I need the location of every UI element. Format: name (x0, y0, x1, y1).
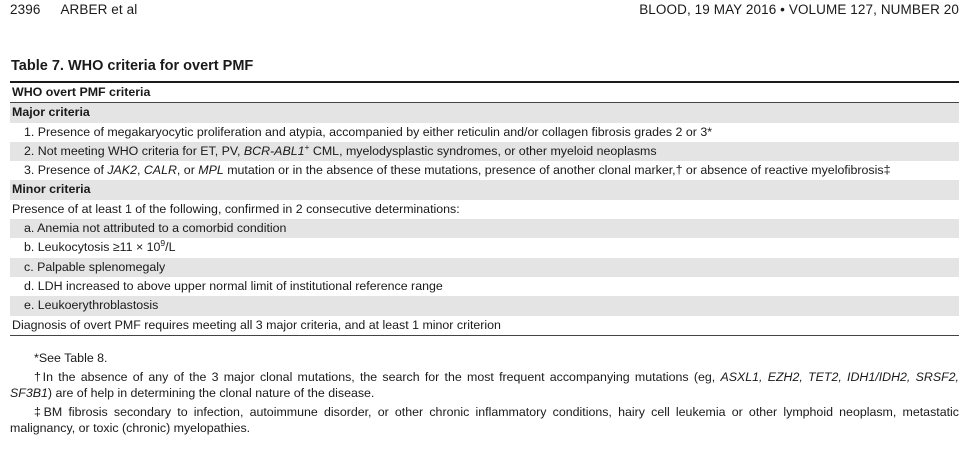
major-criterion-3: 3. Presence of JAK2, CALR, or MPL mutation or in the absence of these mutations, presence of another clonal marker,† or absence of reactive myelofibrosis‡ (24, 163, 891, 178)
diagnosis-statement: Diagnosis of overt PMF requires meeting all 3 major criteria, and at least 1 minor criterion (12, 317, 501, 332)
footnote-double-dagger: ‡BM fibrosis secondary to infection, autoimmune disorder, or other chronic inflammatory conditions, hairy cell leukemia or other lymphoid neoplasm, metastatic malignancy, or toxic (chronic) myelopathies. (10, 404, 959, 436)
minor-criterion-d: d. LDH increased to above upper normal limit of institutional reference range (24, 278, 443, 293)
table-title: Table 7. WHO criteria for overt PMF (11, 58, 254, 74)
table-column-header: WHO overt PMF criteria (12, 85, 151, 99)
footnote-star: *See Table 8. (34, 351, 108, 365)
header-rule (10, 102, 959, 103)
criteria-table (10, 83, 959, 336)
major-criteria-heading: Major criteria (10, 103, 959, 122)
minor-criterion-e: e. Leukoerythroblastosis (10, 296, 959, 315)
running-header (10, 2, 959, 20)
author-line: ARBER et al (60, 2, 138, 17)
table-bottom-rule (10, 335, 959, 336)
footnote-dagger: †In the absence of any of the 3 major clonal mutations, the search for the most frequent accompanying mutations (eg, ASXL1, EZH2, TET2, IDH1/IDH2, SRSF2, SF3B1) are of help in determining the clonal nature of the disease. (10, 369, 959, 401)
major-criterion-1: 1. Presence of megakaryocytic proliferation and atypia, accompanied by either reticulin and/or collagen fibrosis grades 2 or 3* (24, 124, 713, 139)
minor-criterion-a: a. Anemia not attributed to a comorbid condition (10, 219, 959, 238)
table-footnotes (10, 350, 959, 439)
minor-criterion-c: c. Palpable splenomegaly (10, 258, 959, 277)
page-number: 2396 (10, 2, 41, 17)
minor-criteria-heading: Minor criteria (10, 180, 959, 199)
journal-citation: BLOOD, 19 MAY 2016 • VOLUME 127, NUMBER 20 (639, 2, 959, 17)
header-left (10, 2, 137, 17)
minor-criterion-b: b. Leukocytosis $\ge 11 \times 10^9/L$ (24, 238, 176, 255)
minor-criteria-intro: Presence of at least 1 of the following, confirmed in 2 consecutive determinations: (12, 201, 460, 216)
major-criterion-2: 2. Not meeting WHO criteria for ET, PV, BCR-ABL1+ CML, myelodysplastic syndromes, or other myeloid neoplasms (10, 142, 959, 161)
